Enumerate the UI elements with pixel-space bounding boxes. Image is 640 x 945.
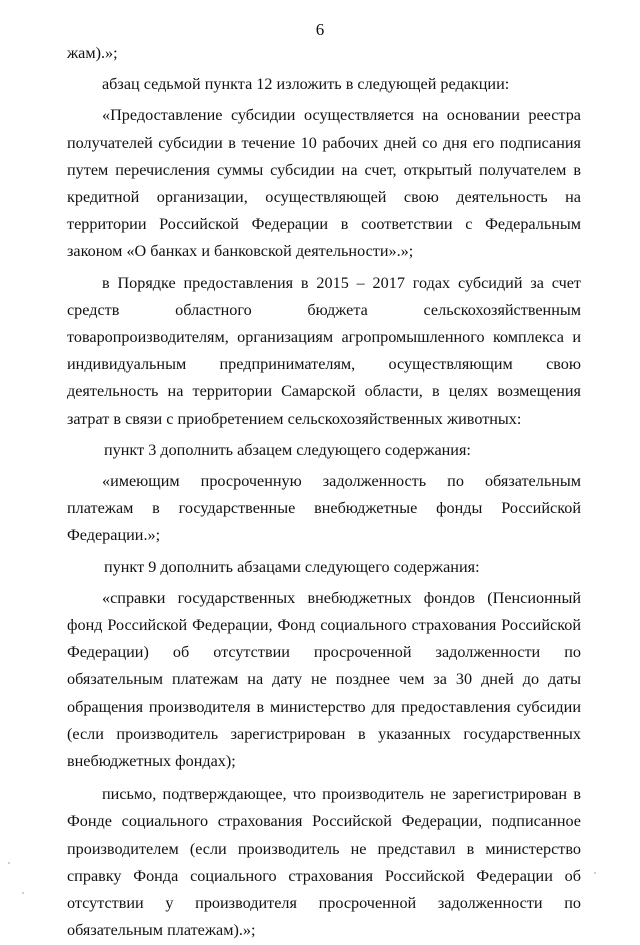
paragraph-quoted-certificates: «справки государственных внебюджетных фондов (Пенсионный фонд Российской Федерации, Фонд социального страхования Российской Федерации) об отсутствии просроченной задолженности по обязательным платежам на дату не позднее чем за 30 дней до даты обращения производителя в министерство для предоставления субсидии (если производитель зарегистрирован в указанных государственных внебюджетных фондах); — [67, 588, 581, 771]
scan-speck — [594, 872, 596, 874]
scan-speck — [8, 862, 10, 864]
paragraph-instruction-item-12: абзац седьмой пункта 12 изложить в следующей редакции: — [102, 75, 510, 94]
paragraph-continuation: жам).»; — [67, 44, 118, 62]
paragraph-instruction-item-9: пункт 9 дополнить абзацами следующего содержания: — [104, 557, 480, 576]
paragraph-procedure-reference: в Порядке предоставления в 2015 – 2017 годах субсидий за счет средств областного бюджета сельскохозяйственным товаропроизводителям, организациям агропромышленного комплекса и индивидуальным предпринимателям, осуществляющим свою деятельность на территории Самарской области, в целях возмещения затрат в связи с приобретением сельскохозяйственных животных: — [67, 273, 581, 428]
paragraph-quoted-subsidy-provision: «Предоставление субсидии осуществляется на основании реестра получателей субсидии в течение 10 рабочих дней со дня его подписания путем перечисления суммы субсидии на счет, открытый получателем в кредитной организации, осуществляющей свою деятельность на территории Российской Федерации в соответствии с Федеральным законом «О банках и банковской деятельности».»; — [67, 106, 581, 261]
page-number: 6 — [315, 20, 325, 39]
paragraph-quoted-arrears: «имеющим просроченную задолженность по обязательным платежам в государственные внебюджетные фонды Российской Федерации.»; — [67, 472, 581, 545]
paragraph-instruction-item-3: пункт 3 дополнить абзацем следующего содержания: — [104, 440, 471, 459]
scan-speck — [22, 892, 24, 894]
paragraph-letter-confirmation: письмо, подтверждающее, что производитель не зарегистрирован в Фонде социального страхования Российской Федерации, подписанное производителем (если производитель не представил в министерство справку Фонда социального страхования Российской Федерации об отсутствии у производителя просроченной задолженности по обязательным платежам).»; — [67, 785, 581, 940]
document-body — [67, 40, 581, 945]
